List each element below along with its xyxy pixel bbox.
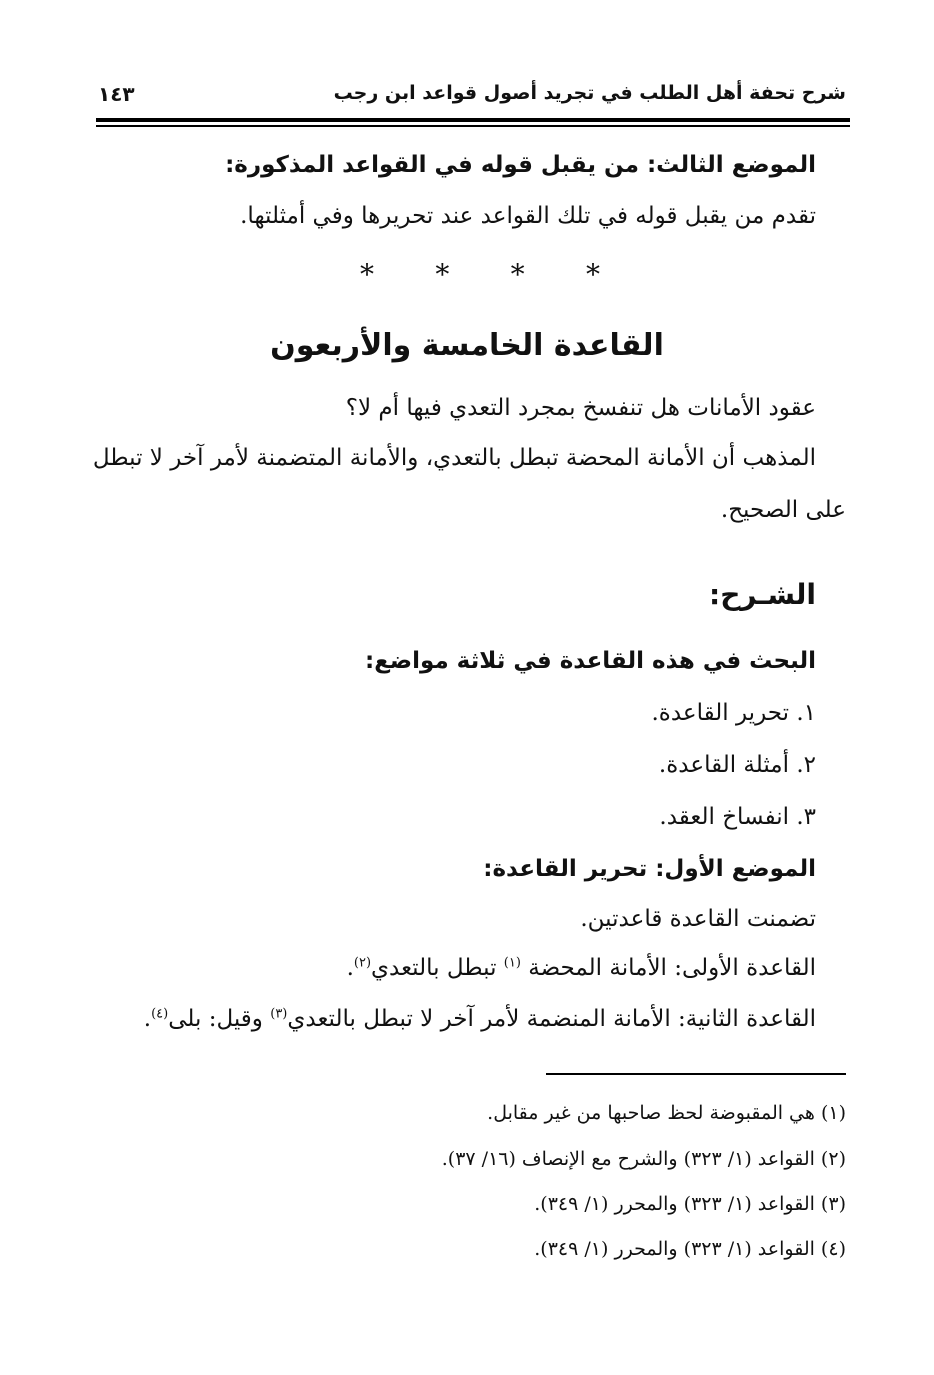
second-rule-end: . xyxy=(143,1006,152,1032)
second-rule-text-continued: وقيل: بلى xyxy=(168,1006,263,1032)
separator-star: * xyxy=(510,258,525,291)
sharh-subheading: البحث في هذه القاعدة في ثلاثة مواضع: xyxy=(365,648,816,674)
first-rule-end: . xyxy=(346,955,354,981)
footnote-divider xyxy=(546,1073,846,1075)
footnote: (١) هي المقبوضة لحظ صاحبها من غير مقابل. xyxy=(487,1102,846,1124)
rule-statement-line-2: على الصحيح. xyxy=(720,497,846,523)
running-header-title: شرح تحفة أهل الطلب في تجريد أصول قواعد ابن رجب xyxy=(333,82,846,104)
footnote: (٤) القواعد (١/ ٣٢٣) والمحرر (١/ ٣٤٩). xyxy=(534,1238,846,1260)
section3-heading: الموضع الثالث: من يقبل قوله في القواعد المذكورة: xyxy=(225,152,816,178)
separator-star: * xyxy=(435,258,450,291)
section1-heading: الموضع الأول: تحرير القاعدة: xyxy=(483,856,816,882)
rule-statement-line-1: المذهب أن الأمانة المحضة تبطل بالتعدي، والأمانة المتضمنة لأمر آخر لا تبطل xyxy=(92,445,816,471)
list-item: ٣. انفساخ العقد. xyxy=(659,804,816,830)
rule-title: القاعدة الخامسة والأربعون xyxy=(270,328,664,363)
separator-star: * xyxy=(585,258,600,291)
list-item: ٢. أمثلة القاعدة. xyxy=(658,752,816,778)
separator-stars xyxy=(360,258,600,291)
list-item: ١. تحرير القاعدة. xyxy=(651,700,816,726)
first-rule-text-continued: تبطل بالتعدي xyxy=(371,955,497,981)
footnote-ref[interactable]: (٢) xyxy=(353,955,372,971)
footnote-ref[interactable]: (٤) xyxy=(151,1006,169,1022)
section1-intro: تضمنت القاعدة قاعدتين. xyxy=(580,906,816,932)
first-rule-line xyxy=(347,955,816,981)
footnote-ref[interactable]: (١) xyxy=(503,955,521,971)
first-rule-text: القاعدة الأولى: الأمانة المحضة xyxy=(528,955,816,981)
header-rule-thick xyxy=(96,118,850,122)
footnote-ref[interactable]: (٣) xyxy=(270,1006,288,1022)
rule-question: عقود الأمانات هل تنفسخ بمجرد التعدي فيها أم لا؟ xyxy=(345,395,816,421)
footnote: (٣) القواعد (١/ ٣٢٣) والمحرر (١/ ٣٤٩). xyxy=(534,1193,846,1215)
second-rule-text: القاعدة الثانية: الأمانة المنضمة لأمر آخر لا تبطل بالتعدي xyxy=(287,1006,816,1032)
section3-text: تقدم من يقبل قوله في تلك القواعد عند تحريرها وفي أمثلتها. xyxy=(240,203,816,229)
sharh-heading: الشـرح: xyxy=(709,578,816,611)
separator-star: * xyxy=(360,258,374,291)
second-rule-line xyxy=(144,1006,816,1032)
footnote: (٢) القواعد (١/ ٣٢٣) والشرح مع الإنصاف (١٦/ ٣٧). xyxy=(441,1148,846,1170)
page-number: ١٤٣ xyxy=(98,82,135,106)
header-rule-thin xyxy=(96,125,850,127)
